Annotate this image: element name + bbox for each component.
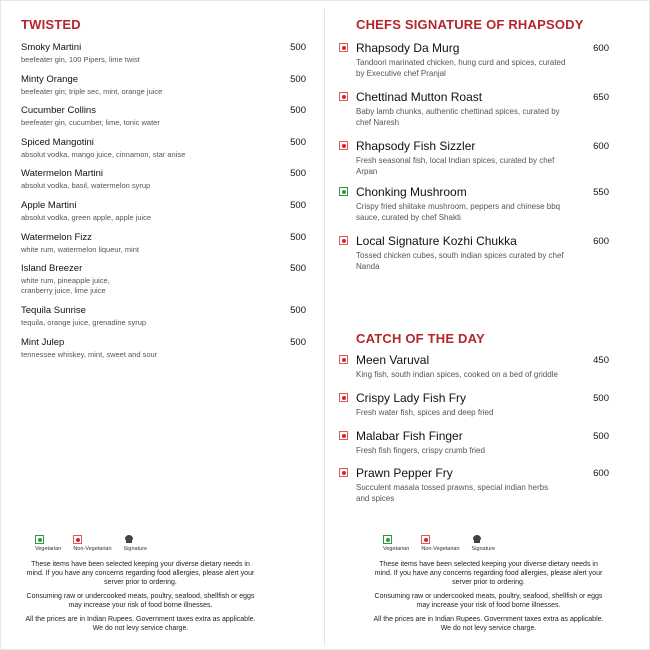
menu-item [339, 234, 619, 283]
signature-list [339, 41, 619, 283]
veg-icon [35, 535, 44, 544]
non-veg-icon [421, 535, 430, 544]
item-price: 500 [290, 263, 306, 275]
item-description: absolut vodka, green apple, apple juice [21, 212, 152, 222]
item-name: Rhapsody Fish Sizzler [356, 139, 476, 153]
item-price: 500 [290, 73, 306, 85]
legend-nonveg [73, 535, 111, 552]
item-name: Watermelon Martini [21, 168, 104, 180]
item-name: Local Signature Kozhi Chukka [356, 234, 517, 248]
menu-item [21, 74, 311, 106]
non-veg-icon [339, 92, 348, 101]
chef-hat-icon [124, 535, 134, 544]
legend-signature [124, 535, 148, 552]
item-price: 500 [290, 231, 306, 243]
item-name: Tequila Sunrise [21, 305, 86, 317]
non-veg-icon [339, 141, 348, 150]
non-veg-icon [73, 535, 82, 544]
item-name: Island Breezer [21, 263, 83, 275]
veg-icon [339, 187, 348, 196]
item-name: Watermelon Fizz [21, 231, 92, 243]
menu-item [339, 90, 619, 139]
legend-nonveg [421, 535, 459, 552]
catch-list [339, 353, 619, 512]
item-price: 600 [593, 43, 609, 54]
item-description: absolut vodka, basil, watermelon syrup [21, 181, 151, 191]
allergy-note: These items have been selected keeping your diverse dietary needs in mind. If you have any concerns regarding food allergies, please alert your server prior to ordering. [374, 561, 603, 586]
item-name: Rhapsody Da Murg [356, 41, 460, 55]
item-name: Minty Orange [21, 73, 79, 85]
footer-right [371, 535, 606, 633]
price-note: All the prices are in Indian Rupees. Government taxes extra as applicable. We do not levy service charge. [25, 616, 256, 632]
menu-item [21, 337, 311, 369]
menu-item [21, 42, 311, 74]
footer-left [23, 535, 258, 633]
non-veg-icon [339, 355, 348, 364]
item-price: 550 [593, 187, 609, 198]
legend [23, 535, 258, 557]
item-price: 500 [290, 42, 306, 53]
non-veg-icon [339, 236, 348, 245]
menu-item [21, 200, 311, 232]
item-name: Mint Julep [21, 336, 65, 348]
item-price: 500 [593, 431, 609, 442]
chef-hat-icon [472, 535, 482, 544]
item-price: 500 [593, 393, 609, 404]
menu-item [339, 139, 619, 185]
legend-veg-label: Vegetarian [383, 546, 410, 552]
item-name: Spiced Mangotini [21, 136, 94, 148]
item-price: 600 [593, 141, 609, 152]
section-title-signature: CHEFS SIGNATURE OF RHAPSODY [356, 17, 584, 32]
non-veg-icon [339, 393, 348, 402]
item-description: Fresh fish fingers, crispy crumb fried [356, 446, 485, 455]
legend-veg [383, 535, 409, 552]
item-description: Crispy fried shiitake mushroom, peppers and chinese bbq sauce, curated by chef Shakti [356, 202, 561, 222]
item-description: Fresh seasonal fish, local Indian spices, curated by chef Arpan [356, 156, 555, 176]
menu-item [339, 41, 619, 90]
item-price: 600 [593, 468, 609, 479]
item-description: tequila, orange juice, grenadine syrup [21, 318, 147, 328]
menu-item [21, 168, 311, 200]
item-description: Baby lamb chunks, authentic chettinad spices, curated by chef Naresh [356, 107, 560, 127]
menu-item [21, 105, 311, 137]
item-price: 500 [290, 168, 306, 180]
legend-veg [35, 535, 61, 552]
non-veg-icon [339, 43, 348, 52]
menu-item [21, 232, 311, 264]
item-price: 500 [290, 305, 306, 317]
item-description: beefeater gin, 100 Pipers, lime twist [21, 55, 140, 64]
legend-signature-label: Signature [123, 546, 148, 552]
section-title-catch: CATCH OF THE DAY [356, 331, 485, 346]
item-description: beefeater gin; triple sec, mint, orange juice [21, 86, 163, 96]
non-veg-icon [339, 431, 348, 440]
item-price: 500 [290, 105, 306, 117]
item-name: Meen Varuval [356, 353, 430, 367]
item-description: Fresh water fish, spices and deep fried [356, 408, 494, 417]
item-name: Prawn Pepper Fry [356, 466, 453, 480]
item-description: Tossed chicken cubes, south indian spices curated by chef Nanda [356, 251, 564, 271]
item-description: absolut vodka, mango juice, cinnamon, star anise [21, 149, 186, 159]
item-name: Crispy Lady Fish Fry [356, 391, 467, 405]
item-price: 650 [593, 92, 609, 103]
legend-nonveg-label: Non-Vegetarian [421, 546, 460, 552]
price-note: All the prices are in Indian Rupees. Government taxes extra as applicable. We do not levy service charge. [373, 616, 604, 632]
veg-icon [383, 535, 392, 544]
item-name: Cucumber Collins [21, 105, 96, 117]
raw-food-note: Consuming raw or undercooked meats, poultry, seafood, shellfish or eggs may increase your risk of food borne illnesses. [374, 593, 603, 609]
menu-item [339, 429, 619, 466]
item-description: King fish, south indian spices, cooked on a bed of griddle [356, 370, 558, 379]
menu-item [21, 263, 311, 305]
legend-signature [472, 535, 496, 552]
item-name: Apple Martini [21, 199, 77, 211]
item-name: Smoky Martini [21, 42, 82, 53]
legend-signature-label: Signature [471, 546, 496, 552]
menu-item [21, 137, 311, 169]
menu-item [339, 391, 619, 429]
item-name: Malabar Fish Finger [356, 429, 463, 443]
item-description: white rum, pineapple juice, cranberry juice, lime juice [21, 276, 110, 295]
item-price: 450 [593, 355, 609, 366]
item-description: beefeater gin, cucumber, lime, tonic water [21, 118, 160, 128]
item-name: Chonking Mushroom [356, 185, 467, 199]
item-description: white rum, watermelon liqueur, mint [21, 244, 139, 254]
menu-item [339, 353, 619, 391]
menu-item [21, 305, 311, 337]
column-divider [324, 9, 325, 645]
legend-nonveg-label: Non-Vegetarian [73, 546, 112, 552]
raw-food-note: Consuming raw or undercooked meats, poultry, seafood, shellfish or eggs may increase your risk of food borne illnesses. [26, 593, 255, 609]
section-title-twisted: TWISTED [21, 17, 81, 32]
item-price: 600 [593, 236, 609, 247]
item-price: 500 [290, 336, 306, 348]
allergy-note: These items have been selected keeping your diverse dietary needs in mind. If you have any concerns regarding food allergies, please alert your server prior to ordering. [26, 561, 255, 586]
twisted-list [21, 42, 311, 368]
legend [371, 535, 606, 557]
item-description: tennessee whiskey, mint, sweet and sour [21, 349, 158, 359]
item-name: Chettinad Mutton Roast [356, 90, 483, 104]
non-veg-icon [339, 468, 348, 477]
item-price: 500 [290, 199, 306, 211]
menu-item [339, 185, 619, 234]
item-description: Succulent masala tossed prawns, special indian herbs and spices [356, 483, 549, 503]
legend-veg-label: Vegetarian [35, 546, 62, 552]
item-price: 500 [290, 136, 306, 148]
item-description: Tandoori marinated chicken, hung curd and spices, curated by Executive chef Pranjal [356, 58, 566, 78]
menu-item [339, 466, 619, 512]
